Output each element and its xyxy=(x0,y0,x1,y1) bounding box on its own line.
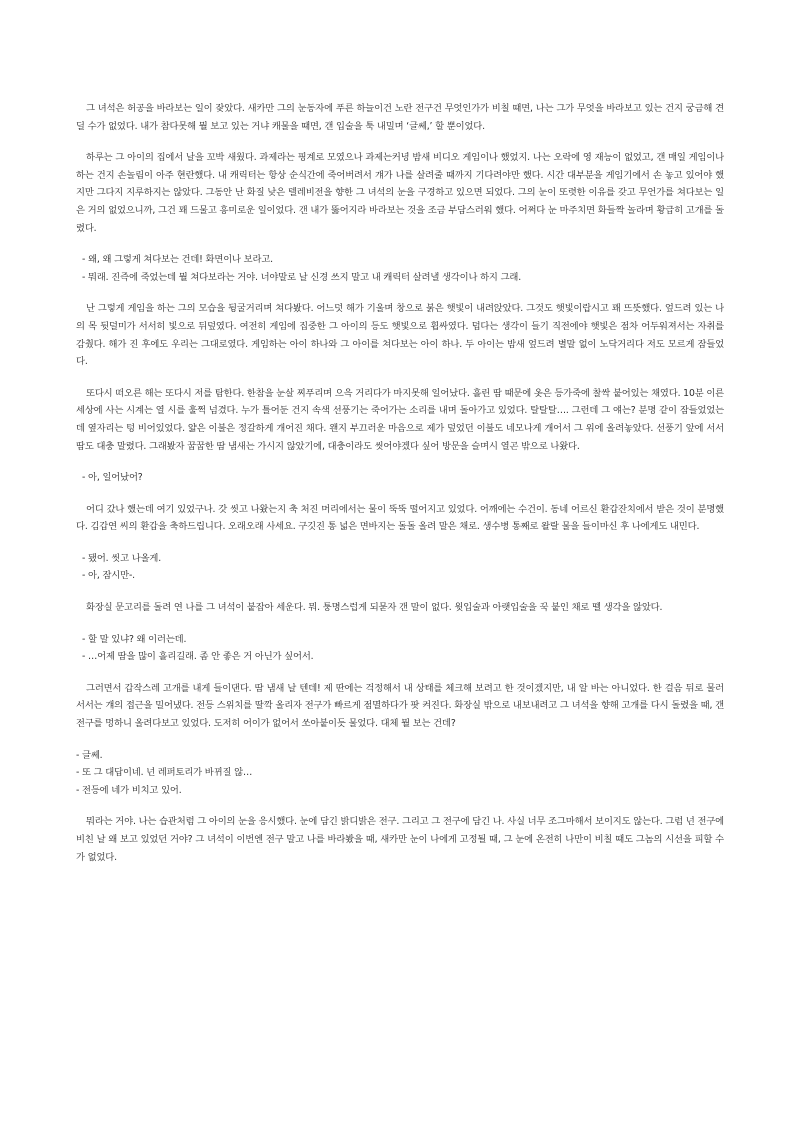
dialogue-line: - 또 그 대답이네. 넌 레퍼토리가 바뀌질 않… xyxy=(76,767,253,779)
dialogue-line: - 왜, 왜 그렇게 쳐다보는 건데! 화면이나 보라고. xyxy=(82,254,273,266)
dialogue-line: - 뭐래. 진즉에 죽었는데 뭘 쳐다보라는 거야. 너야말로 날 신경 쓰지 말고 내 캐릭터 살려낼 생각이나 하지 그래. xyxy=(82,271,522,283)
dialogue-block xyxy=(76,550,724,585)
paragraph: 또다시 떠오른 해는 또다시 저를 탐한다. 한참을 눈살 찌푸리며 으윽 거리다가 마지못해 일어났다. 흘린 땀 때문에 옷은 등가죽에 찰싹 붙어있는 채였다. 10분 이른 세상에 사는 시계는 열 시를 훌쩍 넘겼다. 누가 틀어둔 건지 속색 선풍기는 죽어가는 소리를 내며 돌아가고 있었다. 탈탈탈…. 그런데 그 얘는? 분명 같이 잠들었었는데 옆자리는 텅 비어있었다. 얇은 이불은 정갈하게 개어진 채다. 왠지 부끄러운 마음으로 제가 덮었던 이불도 네모나게 개어서 그 위에 올려놓았다. 선풍기 앞에 서서 땀도 대충 말렸다. 그래봤자 꿉꿉한 땀 냄새는 가시지 않았기에, 대충이라도 씻어야겠다 싶어 방문을 슬며시 열곤 밖으로 나왔다. xyxy=(76,387,725,452)
dialogue-block xyxy=(76,747,724,800)
dialogue-block xyxy=(76,469,724,487)
dialogue-block xyxy=(76,631,724,666)
dialogue-line: - 아, 잠시만-. xyxy=(82,570,135,582)
dialogue-line: - 아, 일어났어? xyxy=(82,472,143,484)
dialogue-line: - …어제 땀을 많이 흘리길래. 좀 안 좋은 거 아닌가 싶어서. xyxy=(82,651,314,663)
paragraph: 난 그렇게 게임을 하는 그의 모습을 뒹굴거리며 쳐다봤다. 어느덧 해가 기울며 창으로 붉은 햇빛이 내려앉았다. 그것도 햇빛이랍시고 꽤 뜨뜻했다. 엎드려 있는 나의 목 뒷덜미가 서서히 빛으로 뒤덮였다. 여전히 게임에 집중한 그 아이의 등도 햇빛으로 휩싸였다. 덥다는 생각이 들기 직전에야 햇빛은 점차 어두워져서는 자취를 감췄다. 해가 진 후에도 우리는 그대로였다. 게임하는 아이 하나와 그 아이를 쳐다보는 아이 하나. 두 아이는 밤새 엎드려 별말 없이 노닥거리다 저도 모르게 잠들었다. xyxy=(76,303,724,368)
paragraph: 어디 갔나 했는데 여기 있었구나. 갓 씻고 나왔는지 축 처진 머리에서는 물이 뚝뚝 떨어지고 있었다. 어깨에는 수건이. 동네 어르신 환갑잔치에서 받은 것이 분명했다. 김갑연 씨의 환갑을 축하드립니다. 오래오래 사세요. 구깃진 통 넓은 면바지는 돌돌 올려 말은 채로. 생수병 통째로 왈랄 물을 들이마신 후 나에게도 내민다. xyxy=(76,503,724,533)
dialogue-line: - 글쎄. xyxy=(76,749,103,761)
document-body xyxy=(76,100,724,880)
paragraph: 그 녀석은 허공을 바라보는 일이 잦았다. 새카만 그의 눈동자에 푸른 하늘이건 노란 전구건 무엇인가가 비칠 때면, 나는 그가 무엇을 바라보고 있는 건지 궁금해 견딜 수가 없었다. 내가 참다못해 뭘 보고 있는 거냐 캐물을 때면, 갠 입술을 툭 내밀며 ‘글쎄,’ 할 뿐이었다. xyxy=(76,103,724,132)
dialogue-block xyxy=(76,251,724,286)
dialogue-line: - 됐어. 씻고 나올게. xyxy=(82,552,162,564)
dialogue-line: - 할 말 있냐? 왜 이러는데. xyxy=(82,633,187,645)
paragraph: 하루는 그 아이의 집에서 날을 꼬박 새웠다. 과제라는 핑계로 모였으나 과제는커녕 밤새 비디오 게임이나 했었지. 나는 오락에 영 재능이 없었고, 갠 매일 게임이나 하는 건지 손놀림이 아주 현란했다. 내 캐릭터는 항상 순식간에 죽어버려서 걔가 나를 살려줄 때까지 기다려야만 했다. 시간 대부분을 게임기에서 손 놓고 있어야 했지만 그다지 지루하지는 않았다. 그동안 난 화질 낮은 텔레비전을 향한 그 녀석의 눈을 구경하고 있으면 되었다. 그의 눈이 또렷한 이유를 갖고 무언가를 쳐다보는 일은 거의 없었으니까, 그건 꽤 드물고 흥미로운 일이었다. 갠 내가 뚫어지라 바라보는 것을 조금 부담스러워 했다. 어쩌다 눈 마주치면 화들짝 놀라며 황급히 고개를 돌렸다. xyxy=(76,152,724,234)
paragraph: 뭐라는 거야. 나는 습관처럼 그 아이의 눈을 응시했다. 눈에 담긴 밝디밝은 전구. 그리고 그 전구에 담긴 나. 사실 너무 조그마해서 보이지도 않는다. 그럼 넌 전구에 비친 날 왜 보고 있었던 거야? 그 녀석이 이번엔 전구 말고 나를 바라봤을 때, 새카만 눈이 나에게 고정될 때, 그 눈에 온전히 나만이 비칠 때도 그놈의 시선을 피할 수가 없었다. xyxy=(76,816,724,863)
dialogue-line: - 전등에 네가 비치고 있어. xyxy=(76,784,182,796)
paragraph: 그러면서 갑작스레 고개를 내게 들이댄다. 땀 냄새 날 텐데! 제 딴에는 걱정해서 내 상태를 체크해 보려고 한 것이겠지만, 내 알 바는 아니었다. 한 걸음 뒤로 물러서서는 걔의 접근을 밀어냈다. 전등 스위치를 딸깍 올리자 전구가 빠르게 점멸하다가 팟 켜진다. 화장실 밖으로 내보내려고 그 녀석을 향해 고개를 다시 돌렸을 때, 갠 전구를 멍하니 올려다보고 있었다. 도저히 어이가 없어서 쏘아붙이듯 물었다. 대체 뭘 보는 건데? xyxy=(76,682,724,730)
paragraph: 화장실 문고리를 돌려 연 나를 그 녀석이 붙잡아 세운다. 뭐. 퉁명스럽게 되묻자 갠 말이 없다. 윗입술과 아랫입술을 꾹 붙인 채로 뗄 생각을 않았다. xyxy=(86,602,663,614)
